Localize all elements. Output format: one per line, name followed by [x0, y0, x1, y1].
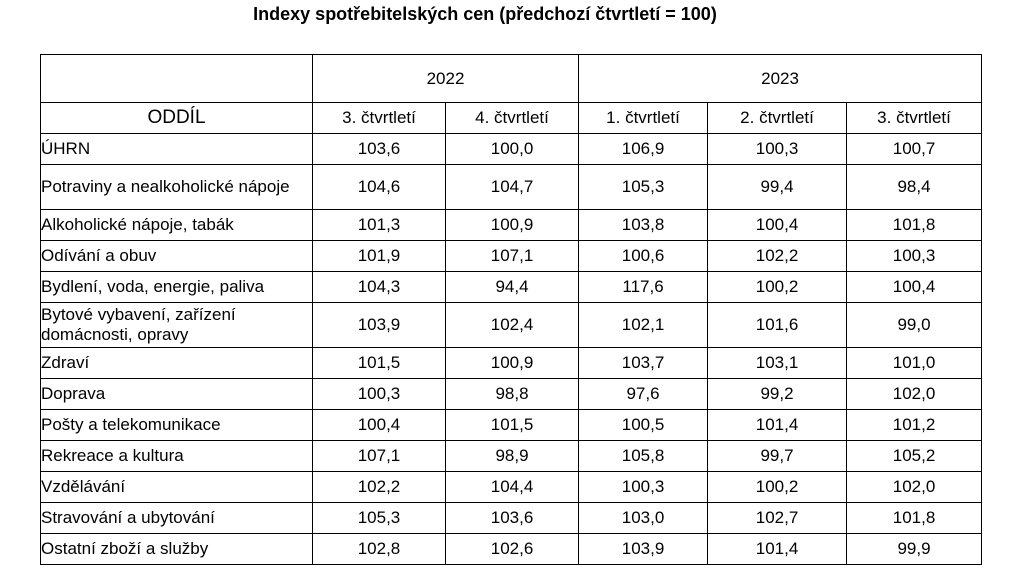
index-value-cell: 98,9	[446, 441, 579, 472]
index-value-cell: 100,5	[579, 410, 708, 441]
page-title: Indexy spotřebitelských cen (předchozí čtvrtletí = 100)	[253, 4, 717, 24]
index-value-cell: 100,7	[847, 134, 982, 165]
row-label: Bydlení, voda, energie, paliva	[41, 272, 313, 303]
index-value-cell: 94,4	[446, 272, 579, 303]
table-row	[41, 348, 982, 379]
index-value-cell: 103,9	[579, 534, 708, 565]
index-value-cell: 100,0	[446, 134, 579, 165]
table-row	[41, 534, 982, 565]
index-value-cell: 99,4	[708, 165, 847, 210]
table-row	[41, 241, 982, 272]
index-value-cell: 101,4	[708, 410, 847, 441]
quarter-header: 3. čtvrtletí	[313, 103, 446, 134]
index-value-cell: 103,9	[313, 303, 446, 348]
index-value-cell: 100,6	[579, 241, 708, 272]
index-value-cell: 105,3	[313, 503, 446, 534]
index-value-cell: 100,4	[847, 272, 982, 303]
index-value-cell: 104,6	[313, 165, 446, 210]
index-value-cell: 100,4	[708, 210, 847, 241]
quarter-header: 3. čtvrtletí	[847, 103, 982, 134]
index-value-cell: 101,2	[847, 410, 982, 441]
quarter-header: 4. čtvrtletí	[446, 103, 579, 134]
index-value-cell: 102,7	[708, 503, 847, 534]
index-value-cell: 103,0	[579, 503, 708, 534]
index-value-cell: 99,2	[708, 379, 847, 410]
index-value-cell: 100,9	[446, 210, 579, 241]
table-row	[41, 441, 982, 472]
table-body	[41, 134, 982, 565]
year-header-2022: 2022	[313, 55, 579, 103]
table-row	[41, 165, 982, 210]
index-value-cell: 103,6	[446, 503, 579, 534]
index-value-cell: 104,3	[313, 272, 446, 303]
cpi-table	[40, 54, 982, 565]
index-value-cell: 98,4	[847, 165, 982, 210]
row-label: Bytové vybavení, zařízení domácnosti, opravy	[41, 303, 313, 348]
index-value-cell: 99,7	[708, 441, 847, 472]
index-value-cell: 107,1	[446, 241, 579, 272]
table-row	[41, 472, 982, 503]
index-value-cell: 97,6	[579, 379, 708, 410]
index-value-cell: 102,8	[313, 534, 446, 565]
index-value-cell: 105,3	[579, 165, 708, 210]
index-value-cell: 103,8	[579, 210, 708, 241]
index-value-cell: 101,5	[446, 410, 579, 441]
index-value-cell: 105,2	[847, 441, 982, 472]
index-value-cell: 100,4	[313, 410, 446, 441]
table-row	[41, 134, 982, 165]
year-header-row	[41, 55, 982, 103]
row-label: Pošty a telekomunikace	[41, 410, 313, 441]
table-row	[41, 410, 982, 441]
index-value-cell: 102,6	[446, 534, 579, 565]
index-value-cell: 102,0	[847, 379, 982, 410]
row-label: Zdraví	[41, 348, 313, 379]
index-value-cell: 102,2	[313, 472, 446, 503]
header-empty-cell	[41, 55, 313, 103]
index-value-cell: 101,9	[313, 241, 446, 272]
row-label: Rekreace a kultura	[41, 441, 313, 472]
row-label: Doprava	[41, 379, 313, 410]
table-row	[41, 272, 982, 303]
row-label: Potraviny a nealkoholické nápoje	[41, 165, 313, 210]
index-value-cell: 102,1	[579, 303, 708, 348]
row-label: ÚHRN	[41, 134, 313, 165]
index-value-cell: 100,2	[708, 472, 847, 503]
table-row	[41, 210, 982, 241]
row-label: Ostatní zboží a služby	[41, 534, 313, 565]
index-value-cell: 101,3	[313, 210, 446, 241]
index-value-cell: 102,0	[847, 472, 982, 503]
table-row	[41, 503, 982, 534]
index-value-cell: 100,9	[446, 348, 579, 379]
index-value-cell: 101,8	[847, 210, 982, 241]
row-label: Vzdělávání	[41, 472, 313, 503]
index-value-cell: 117,6	[579, 272, 708, 303]
index-value-cell: 99,0	[847, 303, 982, 348]
quarter-header: 1. čtvrtletí	[579, 103, 708, 134]
index-value-cell: 99,9	[847, 534, 982, 565]
index-value-cell: 102,4	[446, 303, 579, 348]
index-value-cell: 100,3	[313, 379, 446, 410]
table-row	[41, 379, 982, 410]
row-label: Alkoholické nápoje, tabák	[41, 210, 313, 241]
index-value-cell: 101,8	[847, 503, 982, 534]
index-value-cell: 101,6	[708, 303, 847, 348]
index-value-cell: 103,7	[579, 348, 708, 379]
index-value-cell: 101,0	[847, 348, 982, 379]
index-value-cell: 101,5	[313, 348, 446, 379]
index-value-cell: 103,6	[313, 134, 446, 165]
index-value-cell: 101,4	[708, 534, 847, 565]
index-value-cell: 107,1	[313, 441, 446, 472]
index-value-cell: 100,3	[708, 134, 847, 165]
index-value-cell: 105,8	[579, 441, 708, 472]
index-value-cell: 104,4	[446, 472, 579, 503]
index-value-cell: 100,3	[579, 472, 708, 503]
row-label: Odívání a obuv	[41, 241, 313, 272]
table-row	[41, 303, 982, 348]
section-column-header: ODDÍL	[41, 103, 313, 134]
index-value-cell: 102,2	[708, 241, 847, 272]
index-value-cell: 103,1	[708, 348, 847, 379]
index-value-cell: 104,7	[446, 165, 579, 210]
index-value-cell: 106,9	[579, 134, 708, 165]
index-value-cell: 100,3	[847, 241, 982, 272]
quarter-header-row	[41, 103, 982, 134]
quarter-header: 2. čtvrtletí	[708, 103, 847, 134]
year-header-2023: 2023	[579, 55, 982, 103]
index-value-cell: 98,8	[446, 379, 579, 410]
index-value-cell: 100,2	[708, 272, 847, 303]
row-label: Stravování a ubytování	[41, 503, 313, 534]
